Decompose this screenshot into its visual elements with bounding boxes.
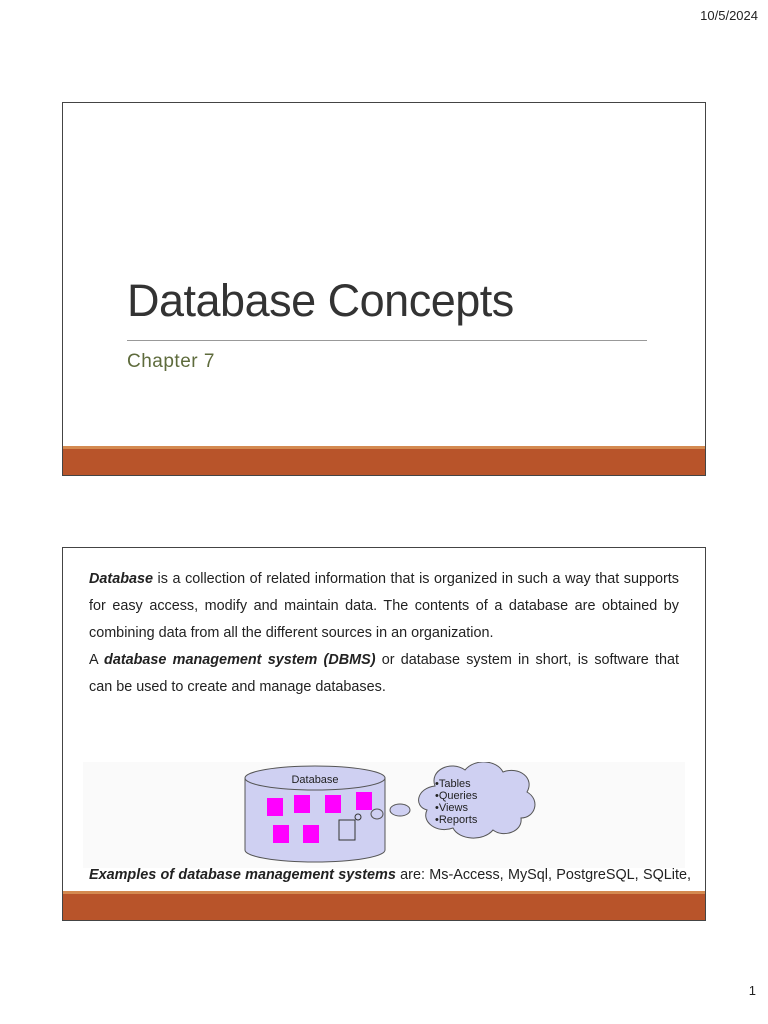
- record-block: [325, 795, 341, 813]
- record-block: [303, 825, 319, 843]
- database-term: Database: [89, 571, 153, 587]
- thought-bubble-medium: [390, 804, 410, 816]
- title-divider: [127, 340, 647, 341]
- thought-bubble-small: [371, 809, 383, 819]
- database-diagram: [83, 762, 685, 868]
- footer-bar: [63, 449, 705, 475]
- dbms-term: database management system (DBMS): [104, 652, 376, 668]
- definition-text: [83, 566, 685, 701]
- cloud-item-reports: •Reports: [435, 814, 478, 826]
- dbms-paragraph: [89, 647, 679, 701]
- footer-bar: [63, 894, 705, 920]
- database-label: Database: [291, 774, 339, 786]
- dbms-article: A: [89, 652, 105, 668]
- record-block: [294, 795, 310, 813]
- slide-title-heading: Database Concepts: [127, 275, 514, 326]
- record-block: [356, 792, 372, 810]
- examples-term: Examples of database management systems: [89, 867, 396, 883]
- content-panel: [83, 566, 691, 914]
- cloud-item-views: •Views: [435, 802, 468, 814]
- cloud-item-tables: •Tables: [435, 778, 471, 790]
- slide-title: [62, 102, 706, 476]
- database-paragraph: [89, 566, 679, 647]
- slide-subtitle: Chapter 7: [127, 351, 215, 372]
- page-number: 1: [748, 983, 756, 998]
- database-diagram-svg: [83, 762, 685, 868]
- record-block: [273, 825, 289, 843]
- examples-list: are: Ms-Access, MySql, PostgreSQL, SQLite,: [400, 867, 691, 883]
- record-block: [267, 798, 283, 816]
- database-definition: is a collection of related information that is organized in such a way that supports for easy access, modify and maintain data. The contents of a database are obtained by combining data from all the different sources in an organization.: [89, 571, 679, 641]
- dbms-definition: or database system in short, is software that can be used to create and manage databases.: [89, 652, 679, 695]
- slide-database-definition: [62, 547, 706, 921]
- page-date: 10/5/2024: [700, 8, 758, 23]
- database-cylinder-icon: [245, 766, 385, 862]
- cloud-item-queries: •Queries: [435, 790, 478, 802]
